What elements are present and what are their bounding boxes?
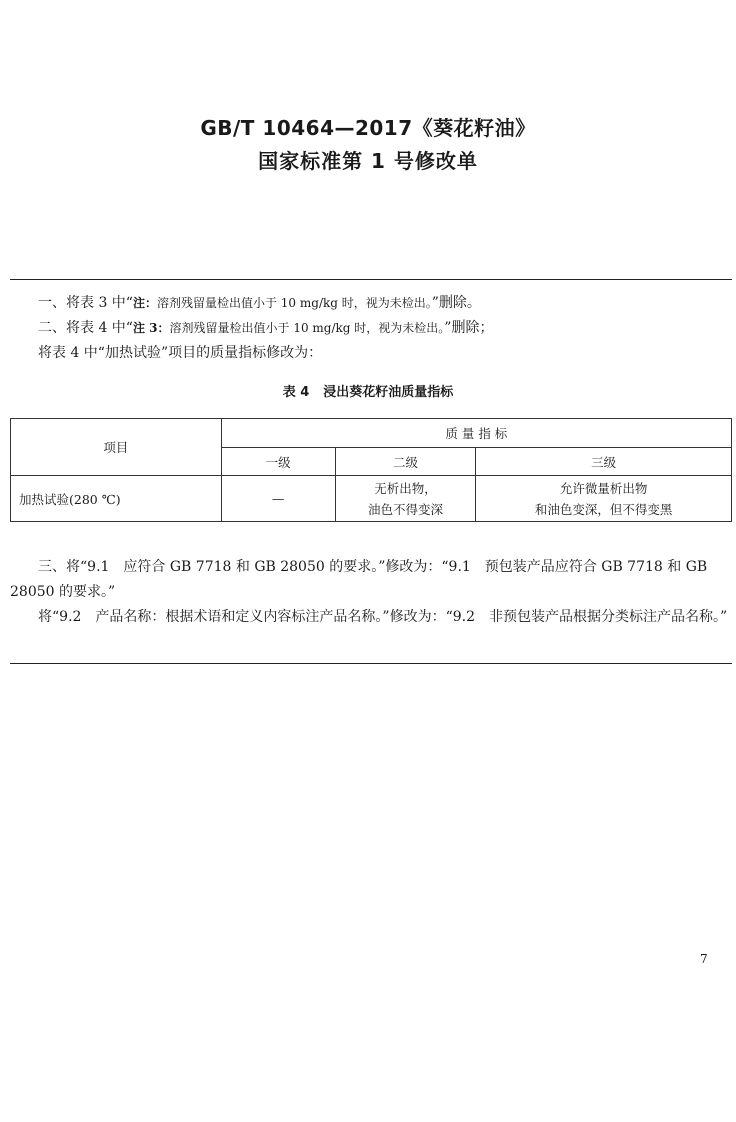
grade-2-line-1: 无析出物， bbox=[374, 480, 437, 496]
header-quality-cell: 质 量 指 标 bbox=[221, 419, 731, 448]
amendment-2-suffix: ”删除； bbox=[444, 320, 494, 336]
table-caption-title: 浸出葵花籽油质量指标 bbox=[323, 385, 454, 400]
document-subtitle: 国家标准第 1 号修改单 bbox=[258, 149, 478, 173]
grade-3-value bbox=[476, 476, 732, 522]
grade-2-line-2: 油色不得变深 bbox=[367, 501, 443, 517]
amendment-item-3-continued: 将“9.2 产品名称：根据术语和定义内容标注产品名称。”修改为：“9.2 非预包装产品根据分类标注产品名称。” bbox=[38, 609, 728, 625]
grade-1-value: — bbox=[221, 476, 335, 522]
quality-spec-table bbox=[10, 418, 732, 522]
amendment-item-1 bbox=[10, 291, 732, 316]
table-row bbox=[11, 476, 732, 522]
bottom-divider bbox=[10, 663, 732, 664]
header-item-cell: 项目 bbox=[11, 419, 222, 476]
amendment-2-prefix: 二、将表 4 中“ bbox=[38, 320, 133, 336]
document-title: GB/T 10464—2017《葵花籽油》 bbox=[200, 116, 536, 140]
page-number: 7 bbox=[700, 952, 708, 966]
top-divider bbox=[10, 279, 732, 280]
amendment-1-note-text: 溶剂残留量检出值小于 10 mg/kg 时，视为未检出。 bbox=[156, 296, 432, 310]
table-caption-number: 表 4 bbox=[282, 385, 310, 400]
amendment-item-2 bbox=[10, 316, 732, 341]
amendment-item-3: 三、将“9.1 应符合 GB 7718 和 GB 28050 的要求。”修改为：“9.1 预包装产品应符合 GB 7718 和 GB 28050 的要求。” bbox=[10, 559, 708, 600]
grade-3-header: 三级 bbox=[476, 448, 732, 476]
grade-3-line-1: 允许微量析出物 bbox=[559, 480, 648, 496]
grade-1-header: 一级 bbox=[221, 448, 335, 476]
row-label-cell: 加热试验(280 ℃) bbox=[11, 476, 222, 522]
grade-3-line-2: 和油色变深，但不得变黑 bbox=[534, 501, 673, 517]
table-header-row bbox=[11, 419, 732, 448]
grade-2-value bbox=[335, 476, 476, 522]
amendment-2-note-text: 溶剂残留量检出值小于 10 mg/kg 时，视为未检出。 bbox=[169, 321, 445, 335]
amendment-1-suffix: ”删除。 bbox=[431, 295, 481, 311]
amendment-1-prefix: 一、将表 3 中“ bbox=[38, 295, 133, 311]
table-caption bbox=[0, 381, 736, 400]
amendment-item-2-continued: 将表 4 中“加热试验”项目的质量指标修改为： bbox=[38, 345, 323, 361]
grade-2-header: 二级 bbox=[335, 448, 476, 476]
amendment-2-note-label: 注 3： bbox=[132, 321, 170, 335]
amendment-1-note-label: 注： bbox=[132, 296, 157, 310]
